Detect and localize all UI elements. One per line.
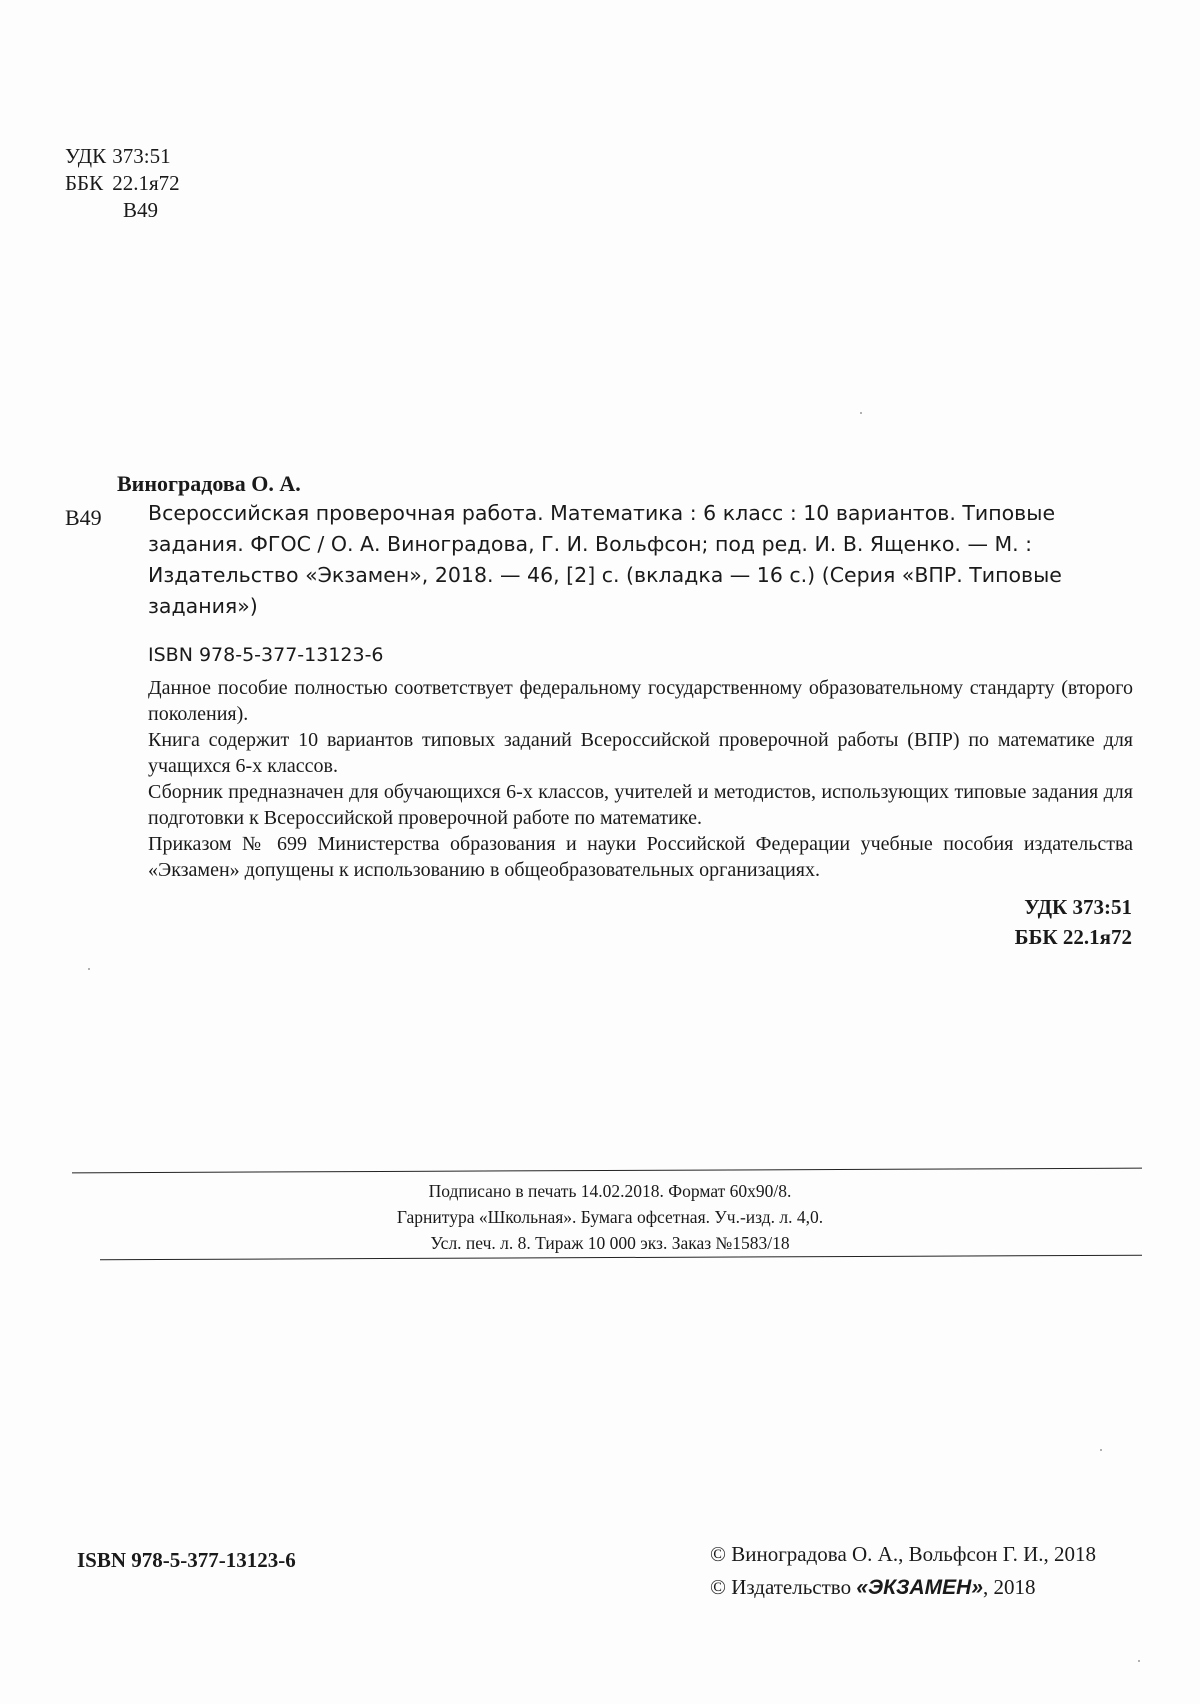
imprint-rule-top	[72, 1168, 1142, 1174]
annotation-classification	[960, 892, 1132, 952]
biblio-line: задания. ФГОС / О. А. Виноградова, Г. И. Вольфсон; под ред. И. В. Ященко. — М. :	[148, 532, 1033, 556]
imprint-block	[330, 1178, 890, 1256]
annotation-paragraph: Сборник предназначен для обучающихся 6-х классов, учителей и методистов, использующих типовые задания для подготовки к Всероссийской проверочной работе по математике.	[148, 781, 1133, 829]
publisher-brand: «ЭКЗАМЕН»	[856, 1576, 984, 1599]
annotation	[148, 675, 1133, 883]
annotation-paragraph: Приказом № 699 Министерства образования и науки Российской Федерации учебные пособия издательства «Экзамен» допущены к использованию в общеобразовательных организациях.	[148, 833, 1133, 881]
entry-isbn: ISBN 978-5-377-13123-6	[148, 644, 384, 666]
classification-block	[65, 143, 180, 224]
biblio-line: задания»)	[148, 594, 258, 618]
footer-isbn: ISBN 978-5-377-13123-6	[77, 1548, 296, 1572]
copyright-publisher	[710, 1571, 1096, 1604]
annotation-paragraph: Данное пособие полностью соответствует федеральному государственному образовательному стандарту (второго поколения).	[148, 677, 1133, 725]
imprint-line: Гарнитура «Школьная». Бумага офсетная. Уч.-изд. л. 4,0.	[396, 1207, 824, 1227]
copyright-publisher-prefix: © Издательство	[710, 1575, 857, 1599]
bbk-label: ББК	[65, 171, 104, 195]
biblio-line: Всероссийская проверочная работа. Математика : 6 класс : 10 вариантов. Типовые	[148, 501, 1056, 525]
udk-row	[65, 143, 180, 170]
udk-value: 373:51	[112, 144, 171, 168]
annotation-bbk: ББК 22.1я72	[1014, 925, 1132, 949]
scan-speck	[860, 412, 862, 414]
imprint-line: Подписано в печать 14.02.2018. Формат 60х90/8.	[428, 1181, 792, 1201]
scan-speck	[1100, 1449, 1102, 1451]
annotation-udk: УДК 373:51	[1024, 895, 1132, 919]
imprint-line: Усл. печ. л. 8. Тираж 10 000 экз. Заказ №1583/18	[430, 1233, 790, 1253]
entry-code: В49	[65, 505, 102, 530]
author-code: В49	[123, 198, 159, 222]
bbk-value: 22.1я72	[112, 171, 180, 195]
scan-speck	[88, 968, 90, 970]
bibliographic-description	[148, 498, 1133, 622]
author-heading: Виноградова О. А.	[117, 471, 301, 496]
copyright-notice	[710, 1538, 1096, 1604]
copyright-publisher-suffix: , 2018	[983, 1575, 1036, 1599]
bbk-row	[65, 170, 180, 197]
copyright-authors: © Виноградова О. А., Вольфсон Г. И., 2018	[710, 1542, 1096, 1566]
scan-speck	[1138, 1660, 1140, 1662]
annotation-paragraph: Книга содержит 10 вариантов типовых заданий Всероссийской проверочной работы (ВПР) по математике для учащихся 6-х классов.	[148, 729, 1133, 777]
udk-label: УДК	[65, 144, 107, 168]
biblio-line: Издательство «Экзамен», 2018. — 46, [2] с. (вкладка — 16 с.) (Серия «ВПР. Типовые	[148, 563, 1062, 587]
